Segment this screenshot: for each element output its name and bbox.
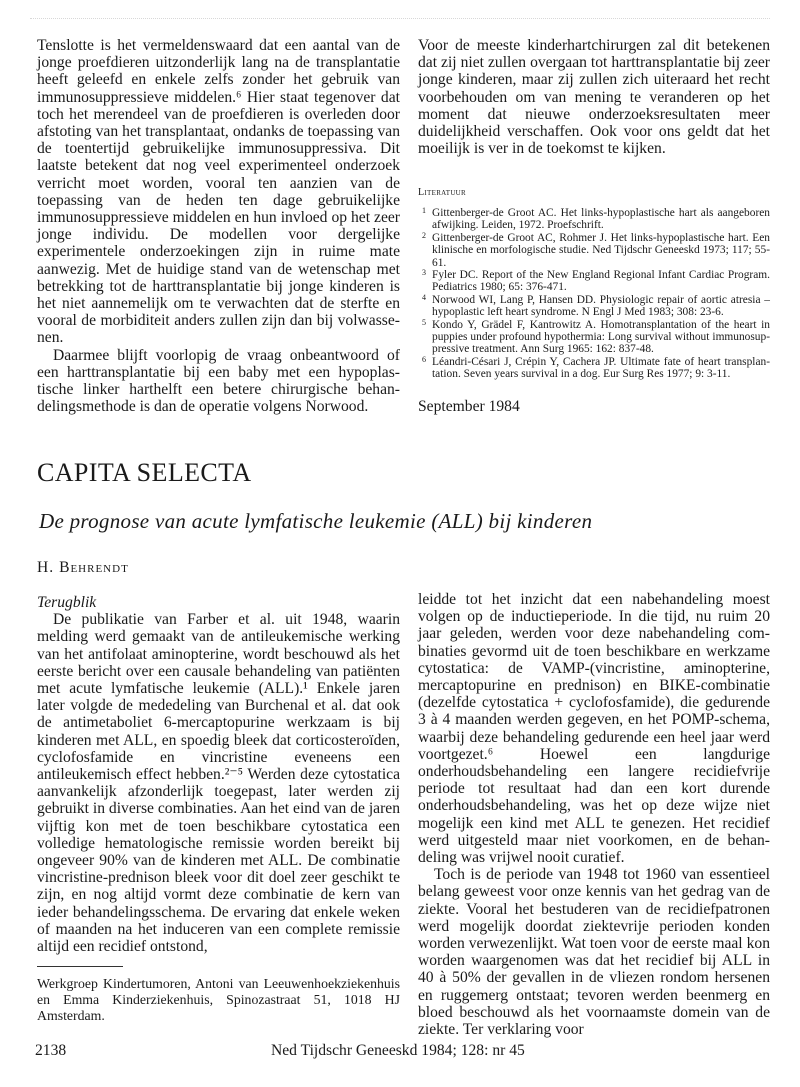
reference-list bbox=[418, 207, 770, 381]
reference-item bbox=[418, 269, 770, 294]
scan-artifact-line bbox=[30, 18, 770, 19]
reference-item bbox=[418, 319, 770, 356]
reference-item bbox=[418, 356, 770, 381]
reference-text: Kondo Y, Grädel F, Kantrowitz A. Homotransplantation of the heart in puppies under profound hypothermia: Long survival without immunosuppressive treatment. Ann Surg 1965: 162: 837-48. bbox=[432, 318, 770, 356]
body-paragraph: Toch is de periode van 1948 tot 1960 van essentieel belang geweest voor onze kennis van het gedrag van de ziekte. Vooral het bestuderen van de recidiefpatronen werd mogelijk doordat ziektevrije perioden konden worden verwezenlijkt. Wat toen voor de eerste maal kon worden waargenomen was dat het recidief bij ALL in 40 à 50% der gevallen in de vliezen rondom hersenen en ruggemerg ontstaat; tevoren werden beenmerg en bloed beschouwd als het voornaamste domein van de ziekte. Ter verklaring voor bbox=[418, 866, 770, 1039]
reference-text: Gittenberger-de Groot AC. Het links-hypoplastische hart als aangeboren afwijking. Leiden, 1972. Proefschrift. bbox=[432, 207, 770, 232]
section-title: CAPITA SELECTA bbox=[37, 458, 252, 487]
author-name bbox=[37, 559, 129, 577]
article-left-column bbox=[37, 594, 400, 955]
reference-number: 6 bbox=[422, 354, 426, 364]
reference-number: 4 bbox=[422, 292, 426, 302]
author-surname: Behrendt bbox=[59, 559, 129, 576]
subheading: Terugblik bbox=[37, 594, 97, 611]
reference-text: Fyler DC. Report of the New England Regional Infant Cardiac Program. Pediatrics 1980; 65: 376-471. bbox=[432, 269, 770, 294]
article-right-column bbox=[418, 591, 770, 1038]
literature-heading: Literatuur bbox=[418, 187, 466, 198]
reference-number: 2 bbox=[422, 230, 426, 240]
article-date: September 1984 bbox=[418, 398, 520, 415]
reference-item bbox=[418, 294, 770, 319]
reference-text: Norwood WI, Lang P, Hansen DD. Physiologic repair of aortic atresia – hypoplastic left heart syndrome. N Engl J Med 1983; 308: 23-6. bbox=[432, 293, 770, 319]
body-paragraph: Daarmee blijft voorlopig de vraag onbeantwoord of een harttransplantatie bij een baby met een hypoplastische linker harthelft een betere chirurgische behandelingsmethode is dan de operatie volgens Norwood. bbox=[37, 346, 400, 416]
body-paragraph: De publikatie van Farber et al. uit 1948, waarin melding werd gemaakt van de antileukemische werking van het antifolaat aminopterine, wordt beschouwd als het eerste bericht over een causale behandeling van patiënten met acute lymfatische leukemie (ALL).¹ Enkele jaren later volgde de mededeling van Burchenal et al. dat ook de antimetaboliet 6-mercaptopurine werkzaam is bij kinderen met ALL, en spoedig bleek dat corticosteroïden, cyclofosfamide en vincristine eveneens een antileukemisch effect hebben.²⁻⁵ Werden deze cytostatica aanvankelijk afzonderlijk toegepast, later werden zij gebruikt in diverse combinaties. Aan het eind van de jaren vijftig kon met de toen beschikbare cytostatica een volledige hematologische remissie worden bereikt bij ongeveer 90% van de kinderen met ALL. De combinatie vincristine-prednison bleek voor dit doel zeer geschikt te zijn, en nog altijd vormt deze combinatie de kern van ieder behandelingsschema. De ervaring dat enkele weken of maanden na het induceren van een complete remissie altijd een recidief ontstond, bbox=[37, 611, 400, 956]
article-title: De prognose van acute lymfatische leukemie (ALL) bij kinderen bbox=[39, 509, 593, 533]
reference-text: Léandri-Césari J, Crépin Y, Cachera JP. Ultimate fate of heart transplantation. Seven years survival in a dog. Eur Surg Res 1977; 9: 3-11. bbox=[432, 355, 770, 381]
page-number: 2138 bbox=[35, 1042, 67, 1059]
reference-number: 1 bbox=[422, 206, 426, 215]
body-paragraph: Voor de meeste kinderhartchirurgen zal dit betekenen dat zij niet zullen overgaan tot harttransplantatie bij zeer jonge kinderen, maar zij zullen zich uiteraard het recht voorbehouden om van mening te veranderen op het moment dat nieuwe onderzoeksresultaten meer duidelijkheid verschaffen. Ook voor ons geldt dat het moeilijk is ver in de toekomst te kijken. bbox=[418, 37, 770, 158]
author-initial: H. bbox=[37, 559, 60, 576]
reference-item bbox=[418, 207, 770, 232]
reference-number: 3 bbox=[422, 268, 426, 278]
footnote-divider bbox=[37, 966, 123, 967]
previous-article-right-column bbox=[418, 37, 770, 157]
body-paragraph: leidde tot het inzicht dat een nabehandeling moest volgen op de inductieperiode. In die tijd, nu ruim 20 jaar geleden, werden voor deze nabehandeling combinaties gevormd uit de toen beschikbare en werkzame cytostatica: de VAMP-(vincristine, aminopterine, mercaptopurine en prednison) en BIKE-combinatie (dezelfde cytostatica + cyclofosfamide), die gedurende 3 à 4 maanden werden gegeven, en het POMP-schema, waarbij deze behandeling gedurende een heel jaar werd voortgezet.⁶ Hoewel een langdurige onderhoudsbehandeling een langere recidiefvrije periode tot resultaat had dan een kort durende onderhoudsbehandeling, was het op deze wijze niet mogelijk een kind met ALL te genezen. Het recidief werd uitgesteld maar niet voorkomen, en de behandeling was vrijwel nooit curatief. bbox=[418, 591, 770, 867]
body-paragraph: Tenslotte is het vermeldenswaard dat een aantal van de jonge proefdieren uitzonderlijk lang na de transplantatie heeft geleefd en enkele zelfs zonder het gebruik van immunosuppressieve middelen.⁶ Hier staat tegenover dat toch het merendeel van de proefdieren is overleden door afstoting van het transplantaat, ondanks de toepassing van de toentertijd gebruikelijke immunosuppressiva. Dit laatste betekent dat nog veel experimenteel onderzoek verricht moet worden, vooral ten aanzien van de toepassing van de heden ten dage gebruikelijke immunosuppressieve middelen en hun invloed op het zeer jonge individu. De modellen voor dergelijke experimentele onderzoekingen zijn in ruime mate aanwezig. Met de huidige stand van de wetenschap met betrekking tot de harttransplantatie bij jonge kinderen is het niet aannemelijk om te verwachten dat de sterfte en vooral de morbiditeit anders zullen zijn dan bij volwassenen. bbox=[37, 37, 400, 347]
journal-citation: Ned Tijdschr Geneeskd 1984; 128: nr 45 bbox=[271, 1042, 525, 1059]
reference-text: Gittenberger-de Groot AC, Rohmer J. Het links-hypoplastische hart. Een klinische en morfologische studie. Ned Tijdschr Geneeskd 1973; 117; 55-61. bbox=[432, 231, 770, 269]
previous-article-left-column bbox=[37, 37, 400, 415]
reference-number: 5 bbox=[422, 317, 426, 327]
reference-item bbox=[418, 232, 770, 269]
author-affiliation: Werkgroep Kindertumoren, Antoni van Leeuwenhoekziekenhuis en Emma Kinderziekenhuis, Spinozastraat 51, 1018 HJ Amsterdam. bbox=[37, 976, 400, 1023]
